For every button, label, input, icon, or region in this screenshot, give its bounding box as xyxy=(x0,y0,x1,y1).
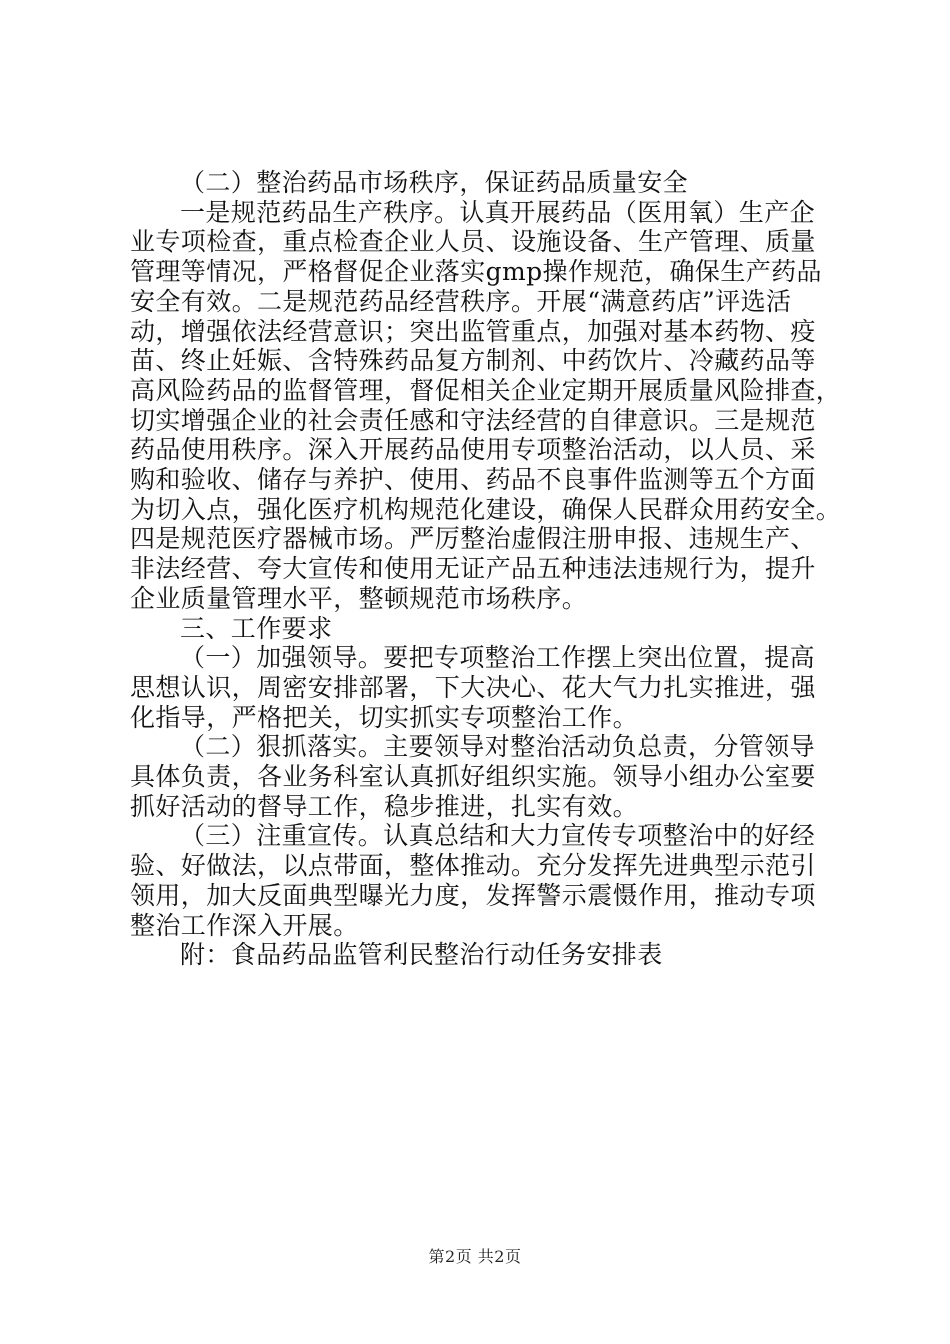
paragraph-line: （三）注重宣传。认真总结和大力宣传专项整治中的好经 xyxy=(180,821,816,851)
paragraph-line: 苗、终止妊娠、含特殊药品复方制剂、中药饮片、冷藏药品等 xyxy=(130,346,816,376)
paragraph-line: （一）加强领导。要把专项整治工作摆上突出位置，提高 xyxy=(180,643,816,673)
paragraph-line: 安全有效。二是规范药品经营秩序。开展“满意药店”评选活 xyxy=(130,286,792,316)
paragraph-line: 药品使用秩序。深入开展药品使用专项整治活动，以人员、采 xyxy=(130,435,816,465)
paragraph-line: 管理等情况，严格督促企业落实gmp操作规范，确保生产药品 xyxy=(130,257,822,287)
paragraph-line: 验、好做法，以点带面，整体推动。充分发挥先进典型示范引 xyxy=(130,851,816,881)
paragraph-line: 为切入点，强化医疗机构规范化建设，确保人民群众用药安全。 xyxy=(130,494,842,524)
paragraph-line: 企业质量管理水平，整顿规范市场秩序。 xyxy=(130,583,588,613)
attachment-note: 附：食品药品监管利民整治行动任务安排表 xyxy=(180,940,663,970)
paragraph-line: （二）狠抓落实。主要领导对整治活动负总责，分管领导 xyxy=(180,732,816,762)
section-heading: 三、工作要求 xyxy=(180,613,333,643)
paragraph-line: 业专项检查，重点检查企业人员、设施设备、生产管理、质量 xyxy=(130,227,816,257)
paragraph-line: 抓好活动的督导工作，稳步推进，扎实有效。 xyxy=(130,791,639,821)
paragraph-line: 动，增强依法经营意识；突出监管重点，加强对基本药物、疫 xyxy=(130,316,816,346)
paragraph-line: 具体负责，各业务科室认真抓好组织实施。领导小组办公室要 xyxy=(130,762,816,792)
paragraph-line: 购和验收、储存与养护、使用、药品不良事件监测等五个方面 xyxy=(130,465,816,495)
paragraph-line: 切实增强企业的社会责任感和守法经营的自律意识。三是规范 xyxy=(130,405,816,435)
paragraph-line: 一是规范药品生产秩序。认真开展药品（医用氧）生产企 xyxy=(180,197,816,227)
paragraph-line: 四是规范医疗器械市场。严厉整治虚假注册申报、违规生产、 xyxy=(130,524,816,554)
document-body xyxy=(130,168,842,970)
paragraph-line: 高风险药品的监督管理，督促相关企业定期开展质量风险排查， xyxy=(130,375,842,405)
paragraph-line: 领用，加大反面典型曝光力度，发挥警示震慑作用，推动专项 xyxy=(130,880,816,910)
paragraph-line: 非法经营、夸大宣传和使用无证产品五种违法违规行为，提升 xyxy=(130,554,816,584)
page-number-footer: 第2页 共2页 xyxy=(428,1247,522,1266)
paragraph-line: 化指导，严格把关，切实抓实专项整治工作。 xyxy=(130,702,639,732)
paragraph-line: 整治工作深入开展。 xyxy=(130,910,359,940)
paragraph-line: 思想认识，周密安排部署，下大决心、花大气力扎实推进，强 xyxy=(130,672,816,702)
section-heading: （二）整治药品市场秩序，保证药品质量安全 xyxy=(180,168,689,197)
